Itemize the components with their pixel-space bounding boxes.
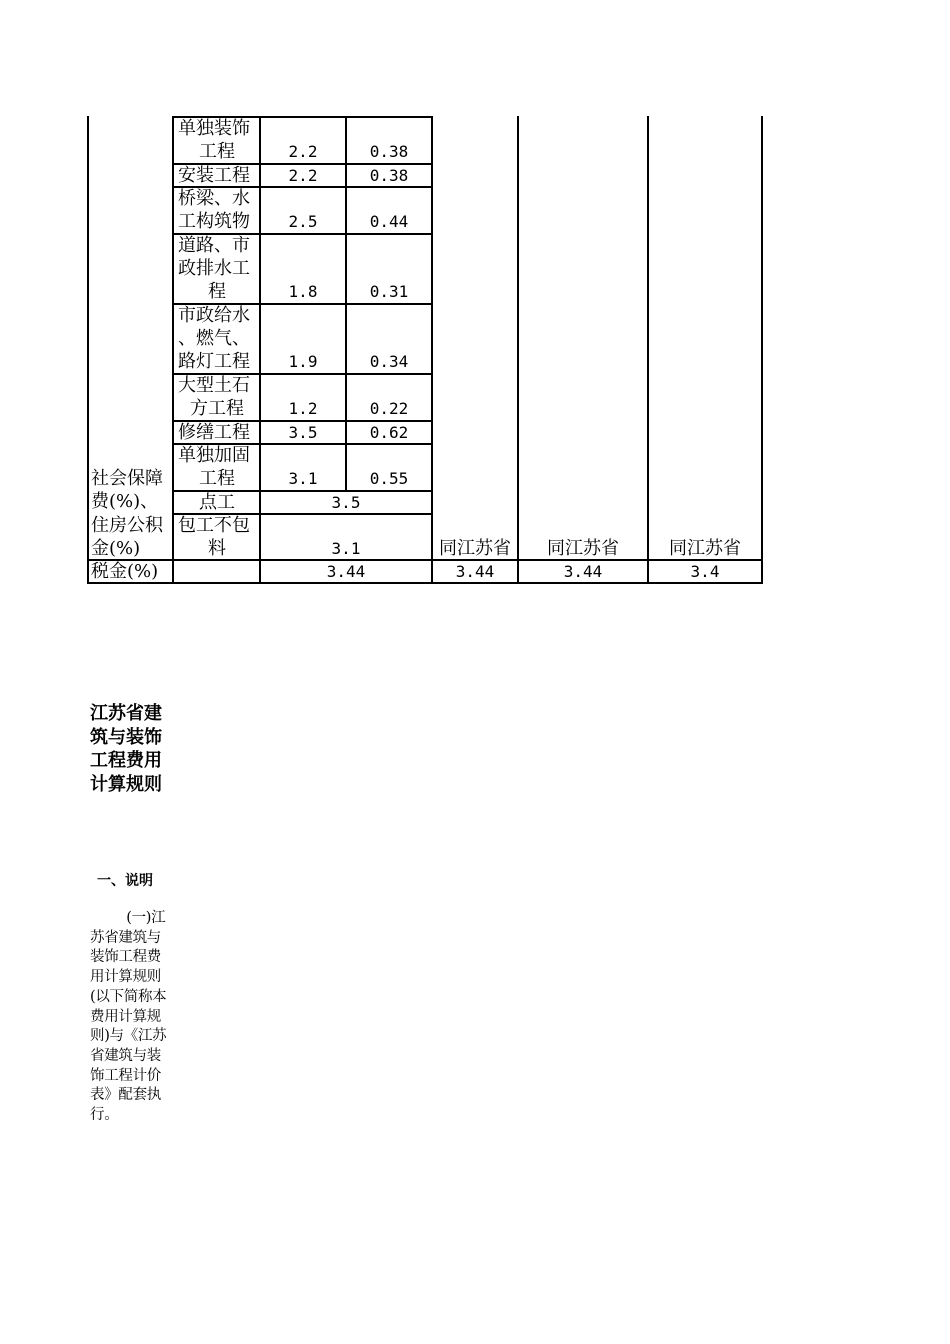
tax-value: 3.44	[563, 562, 603, 581]
project-type-label: 政排水工	[178, 258, 250, 279]
document-title: 江苏省建筑与装饰工程费用计算规则	[90, 703, 162, 795]
rate-value: 0.22	[369, 399, 409, 418]
project-type-label: 点工	[199, 492, 235, 513]
project-type-label: 料	[208, 538, 226, 559]
project-type-label: 、燃气、	[178, 328, 250, 349]
project-type-label: 桥梁、水	[178, 188, 250, 209]
rate-value: 2.5	[288, 212, 318, 231]
project-type-label: 单独加固	[178, 445, 250, 466]
rate-value: 0.34	[369, 352, 409, 371]
social-insurance-label: 社会保障	[91, 468, 163, 489]
rate-value: 0.62	[369, 423, 409, 442]
tax-value: 3.44	[455, 562, 495, 581]
project-type-label: 道路、市	[178, 235, 250, 256]
table-border	[647, 116, 649, 584]
social-insurance-label: 金(%)	[91, 538, 141, 559]
rate-value: 2.2	[288, 142, 318, 161]
rate-value: 0.38	[369, 142, 409, 161]
rate-value: 3.1	[331, 539, 361, 558]
rate-value: 0.38	[369, 166, 409, 185]
project-type-label: 安装工程	[178, 165, 250, 186]
same-as-province-cell: 同江苏省	[547, 538, 619, 559]
table-border	[517, 116, 519, 584]
rate-value: 1.9	[288, 352, 318, 371]
same-as-province-cell: 同江苏省	[669, 538, 741, 559]
project-type-label: 程	[208, 281, 226, 302]
social-insurance-label: 费(%)、	[91, 491, 159, 512]
table-border	[87, 116, 89, 584]
project-type-label: 方工程	[190, 398, 244, 419]
project-type-label: 工程	[199, 141, 235, 162]
social-insurance-label: 住房公积	[91, 515, 163, 536]
project-type-label: 大型土石	[178, 375, 250, 396]
project-type-label: 工构筑物	[178, 211, 250, 232]
project-type-label: 市政给水	[178, 305, 250, 326]
tax-label: 税金(%)	[91, 561, 159, 582]
rate-value: 0.44	[369, 212, 409, 231]
rate-value: 2.2	[288, 166, 318, 185]
project-type-label: 路灯工程	[178, 351, 250, 372]
rate-value: 1.8	[288, 282, 318, 301]
rate-value: 3.1	[288, 469, 318, 488]
project-type-label: 修缮工程	[178, 422, 250, 443]
tax-value: 3.44	[326, 562, 366, 581]
rate-value: 1.2	[288, 399, 318, 418]
rate-value: 0.31	[369, 282, 409, 301]
project-type-label: 单独装饰	[178, 118, 250, 139]
rate-value: 3.5	[331, 493, 361, 512]
table-border	[761, 116, 763, 584]
project-type-label: 工程	[199, 468, 235, 489]
rate-value: 3.5	[288, 423, 318, 442]
section-heading: 一、说明	[97, 873, 153, 889]
tax-value: 3.4	[690, 562, 720, 581]
same-as-province-cell: 同江苏省	[439, 538, 511, 559]
project-type-label: 包工不包	[178, 515, 250, 536]
section-paragraph: (一)江苏省建筑与装饰工程费用计算规则(以下简称本费用计算规则)与《江苏省建筑与装饰工程计价表》配套执行。	[90, 910, 167, 1124]
rate-value: 0.55	[369, 469, 409, 488]
